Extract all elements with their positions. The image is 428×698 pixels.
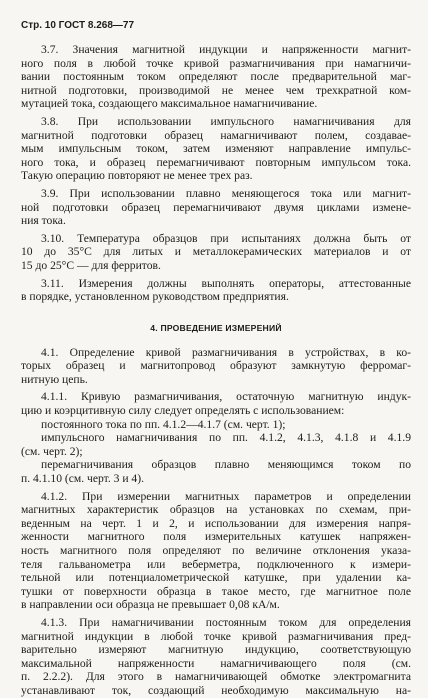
- text-line: импульсного намагничивания по пп. 4.1.2, 4.1.3, 4.1.8 и 4.1.9: [41, 431, 411, 445]
- text-line: магнитной индукции в любой точке кривой размагничивания пред-: [21, 629, 411, 643]
- text-line: устанавливают ток, создающий необходимую максимальную на-: [21, 683, 411, 697]
- paragraph: [21, 616, 411, 698]
- text-line: торых образец и магнитопровод образуют замкнутую ферромаг-: [21, 359, 411, 373]
- text-line: тушки от поверхности образца в такое место, где магнитное поле: [21, 584, 411, 598]
- text-line: магнитной подготовки образец намагничивают полем, создавае-: [21, 128, 411, 142]
- paragraph: [21, 390, 411, 485]
- text-line: (см. черт. 2);: [21, 444, 83, 458]
- text-line: 4.1.3. При намагничивании постоянным током для определения: [41, 615, 411, 629]
- paragraph: [21, 115, 411, 183]
- text-line: 4.1.2. При измерении магнитных параметров и определении: [41, 489, 411, 503]
- text-line: вании постоянным током определяют после предварительной маг-: [21, 70, 411, 84]
- text-line: перемагничивания образцов плавно меняющимся током по: [41, 458, 411, 472]
- text-line: Такую операцию повторяют не менее трех раз.: [21, 169, 253, 183]
- text-line: ния тока.: [21, 214, 66, 228]
- text-line: максимальной напряженности намагничивающего поля (см.: [21, 656, 411, 670]
- section-title: 4. ПРОВЕДЕНИЕ ИЗМЕРЕНИЙ: [150, 322, 282, 333]
- text-line: цию и коэрцитивную силу следует определять с использованием:: [21, 404, 345, 418]
- text-line: 4.1.1. Кривую размагничивания, остаточную магнитную индук-: [41, 390, 411, 404]
- text-line: ность магнитного поля определяют по величине отклонения указа-: [21, 544, 411, 557]
- text-line: постоянного тока по пп. 4.1.2—4.1.7 (см. черт. 1);: [41, 417, 286, 431]
- text-line: 3.8. При использовании импульсного намагничивания для: [41, 114, 411, 128]
- section-3-paragraphs: [21, 43, 411, 304]
- text-line: женности магнитного поля измерительных катушек напряжен-: [21, 530, 411, 544]
- text-line: мым импульсным током, затем изменяют направление импульс-: [21, 142, 411, 156]
- text-line: мутацией тока, создающего максимальное намагничивание.: [21, 97, 318, 111]
- text-line: 3.7. Значения магнитной индукции и напряженности магнит-: [41, 43, 411, 56]
- paragraph: [21, 187, 411, 228]
- text-line: теля гальванометра или веберметра, подключенного к измери-: [21, 557, 411, 571]
- section-4-paragraphs: [21, 346, 411, 698]
- text-line: варительно измеряют магнитную индукцию, соответствующую: [21, 643, 411, 657]
- text-line: в порядке, установленном руководством предприятия.: [21, 290, 289, 304]
- text-line: 10 до 35°С для литых и металлокерамических материалов и от: [21, 245, 411, 259]
- text-line: в направлении оси образца не превышает 0,08 кА/м.: [21, 598, 280, 612]
- text-line: п. 2.2.2). Для этого в намагничивающей обмотке электромагнита: [21, 670, 411, 684]
- paragraph: [21, 43, 411, 111]
- text-line: 3.11. Измерения должны выполнять операторы, аттестованные: [41, 276, 411, 290]
- paragraph: [21, 490, 411, 612]
- text-line: нитную цепь.: [21, 372, 88, 386]
- paragraph: [21, 277, 411, 304]
- text-line: 3.10. Температура образцов при испытаниях должна быть от: [41, 231, 411, 245]
- text-line: 4.1. Определение кривой размагничивания в устройствах, в ко-: [41, 345, 411, 359]
- paragraph: [21, 232, 411, 273]
- paragraph: [21, 346, 411, 387]
- text-line: 15 до 25°С — для ферритов.: [21, 258, 161, 272]
- page-header: Стр. 10 ГОСТ 8.268—77: [21, 20, 135, 31]
- text-line: магнитных характеристик образцов на установках по схемам, при-: [21, 503, 411, 517]
- text-line: ного тока, и образец перемагничивают повторным импульсом тока.: [21, 155, 411, 169]
- text-line: веденным на черт. 1 и 2, и использовании для измерения напря-: [21, 516, 411, 530]
- text-line: нитной подготовки, производимой не менее чем трехкратной ком-: [21, 83, 411, 97]
- text-line: п. 4.1.10 (см. черт. 3 и 4).: [21, 472, 144, 486]
- text-line: ного поля в любой точке кривой размагничивания при намагничи-: [21, 56, 411, 70]
- text-line: ной подготовки образец перемагничивают двумя циклами измене-: [21, 200, 411, 214]
- text-line: тельной или потенциалометрической катушке, при удалении ка-: [21, 571, 411, 585]
- text-line: 3.9. При использовании плавно меняющегося тока или магнит-: [41, 186, 411, 200]
